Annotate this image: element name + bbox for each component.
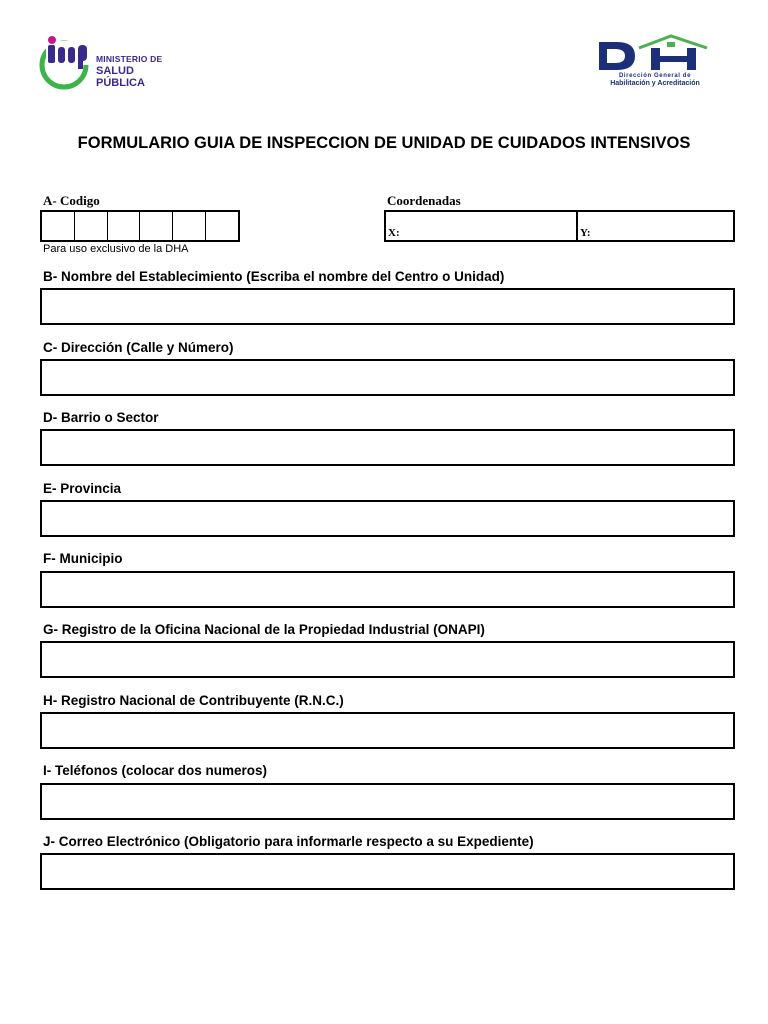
dha-logo-line2: Habilitación y Acreditación: [610, 80, 700, 87]
coordinate-x-field[interactable]: [386, 212, 578, 240]
coordinate-x-label: X:: [388, 227, 400, 239]
phones-field[interactable]: [40, 783, 735, 820]
establishment-name-label: B- Nombre del Establecimiento (Escriba el nombre del Centro o Unidad): [43, 269, 505, 284]
coordinate-y-label: Y:: [580, 227, 591, 239]
dha-exclusive-note: Para uso exclusivo de la DHA: [43, 243, 189, 255]
municipality-label: F- Municipio: [43, 551, 123, 566]
page-title: FORMULARIO GUIA DE INSPECCION DE UNIDAD DE CUIDADOS INTENSIVOS: [77, 134, 691, 152]
msp-logo-text: [96, 53, 178, 89]
phones-label: I- Teléfonos (colocar dos numeros): [43, 763, 268, 778]
code-cell[interactable]: [206, 212, 238, 240]
code-cell[interactable]: [75, 212, 108, 240]
code-label: A- Codigo: [43, 193, 100, 208]
onapi-registry-field[interactable]: [40, 641, 735, 678]
code-cell[interactable]: [173, 212, 206, 240]
neighborhood-field[interactable]: [40, 429, 735, 466]
coordinates-box: [384, 210, 735, 242]
code-cell[interactable]: [108, 212, 141, 240]
code-grid: [40, 210, 240, 242]
msp-logo-line1: MINISTERIO DE: [96, 54, 163, 64]
neighborhood-label: D- Barrio o Sector: [43, 410, 159, 425]
dh-logo-icon: [595, 34, 715, 72]
msp-logo-icon: [38, 33, 96, 91]
establishment-name-field[interactable]: [40, 288, 735, 325]
dha-logo-text: [597, 72, 713, 88]
onapi-registry-label: G- Registro de la Oficina Nacional de la Propiedad Industrial (ONAPI): [43, 622, 485, 637]
code-cell[interactable]: [140, 212, 173, 240]
msp-logo-line2: SALUD PÚBLICA: [96, 65, 145, 89]
code-cell[interactable]: [42, 212, 75, 240]
msp-logo: [38, 33, 178, 91]
address-label: C- Dirección (Calle y Número): [43, 340, 234, 355]
rnc-field[interactable]: [40, 712, 735, 749]
coordinate-y-field[interactable]: [578, 212, 733, 240]
municipality-field[interactable]: [40, 571, 735, 608]
email-field[interactable]: [40, 853, 735, 890]
province-field[interactable]: [40, 500, 735, 537]
coordinates-label: Coordenadas: [387, 193, 461, 208]
dha-logo: [595, 34, 715, 90]
rnc-label: H- Registro Nacional de Contribuyente (R.N.C.): [43, 693, 344, 708]
province-label: E- Provincia: [43, 481, 122, 496]
address-field[interactable]: [40, 359, 735, 396]
dha-logo-line1: Dirección General de: [618, 73, 692, 79]
email-label: J- Correo Electrónico (Obligatorio para informarle respecto a su Expediente): [43, 834, 534, 849]
